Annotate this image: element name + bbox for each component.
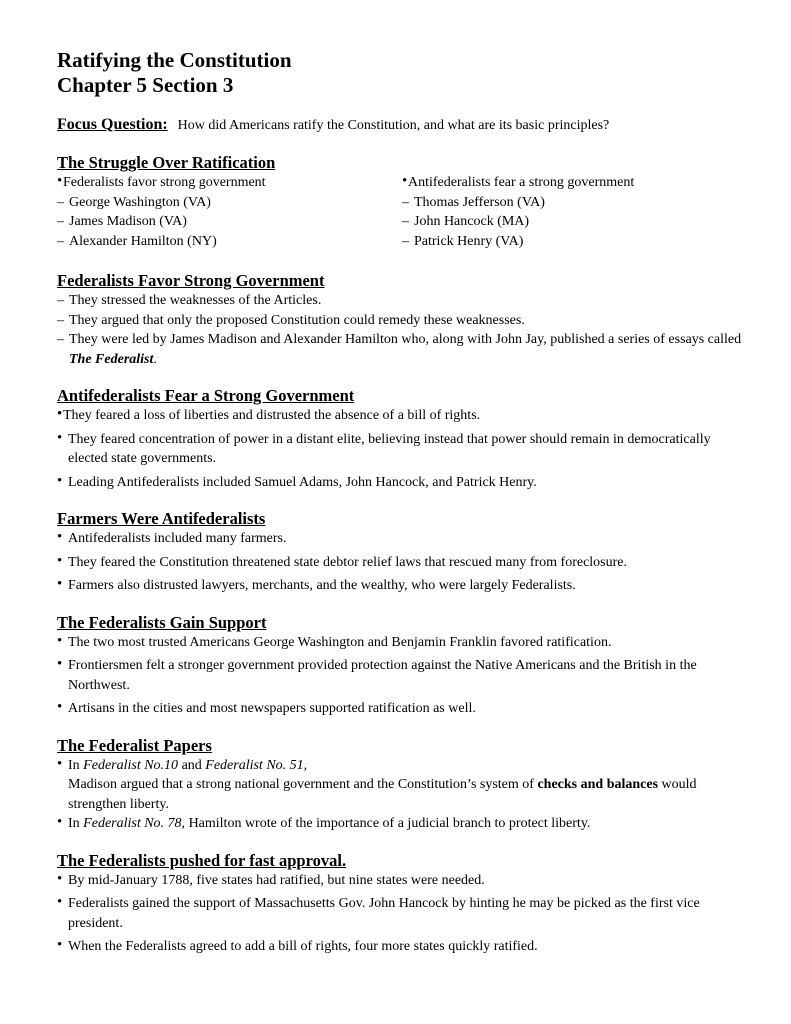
bullet-list	[57, 756, 747, 834]
section-federalists-favor	[57, 271, 747, 369]
bullet-mark: •	[57, 699, 63, 715]
dash-mark: –	[57, 332, 64, 347]
federalists-column	[57, 173, 402, 251]
bullet-mark: •	[57, 529, 63, 545]
bullet-mark: •	[57, 472, 63, 489]
bullet-mark: •	[57, 755, 63, 772]
list-item: • Federalists favor strong government	[57, 173, 266, 190]
bullet-list	[57, 871, 747, 957]
bullet-list	[57, 529, 747, 596]
bullet-mark: •	[402, 173, 408, 189]
bullet-mark: •	[57, 429, 63, 446]
bullet-mark: •	[57, 406, 63, 422]
list-item: – They stressed the weaknesses of the Articles.	[57, 291, 747, 311]
title-line-2: Chapter 5 Section 3	[57, 73, 234, 97]
list-item: – They were led by James Madison and Alexander Hamilton who, along with John Jay, published a series of essays called The Federalist.	[57, 332, 742, 367]
list-item: – Alexander Hamilton (NY)	[57, 232, 402, 252]
list-item: • Federalists gained the support of Massachusetts Gov. John Hancock by hinting he may be picked as the first vice president.	[57, 894, 700, 931]
bullet-list	[57, 406, 747, 492]
document-title	[57, 48, 747, 98]
list-item: • Artisans in the cities and most newspapers supported ratification as well.	[57, 699, 476, 716]
document-page	[57, 48, 747, 957]
bullet-list	[57, 633, 747, 719]
bullet-mark: •	[57, 894, 63, 910]
bullet-mark: •	[57, 937, 63, 953]
list-item: – James Madison (VA)	[57, 212, 402, 232]
bullet-mark: •	[57, 552, 63, 569]
list-item: • Antifederalists fear a strong government	[402, 173, 635, 190]
bullet-mark: •	[57, 576, 63, 592]
section-heading: Farmers Were Antifederalists	[57, 509, 266, 528]
section-heading: The Federalists Gain Support	[57, 612, 267, 632]
list-item: • Antifederalists included many farmers.	[57, 529, 287, 546]
bullet-mark: •	[57, 870, 63, 887]
list-item: • Frontiersmen felt a stronger government provided protection against the Native Americans and the British in the Northwest.	[57, 656, 697, 693]
bullet-mark: •	[57, 814, 63, 830]
two-column-list	[57, 173, 747, 251]
list-item: • In Federalist No. 78, Hamilton wrote of the importance of a judicial branch to protect liberty.	[57, 814, 591, 831]
section-federalist-papers	[57, 736, 747, 834]
antifederalists-column	[402, 173, 747, 251]
dash-mark: –	[57, 293, 64, 308]
focus-question-text: How did Americans ratify the Constitution, and what are its basic principles?	[177, 118, 610, 133]
list-item: – George Washington (VA)	[57, 193, 402, 213]
title-line-1: Ratifying the Constitution	[57, 48, 292, 72]
section-federalists-gain-support	[57, 613, 747, 719]
focus-question-label: Focus Question:	[57, 116, 168, 133]
list-item: • By mid-January 1788, five states had ratified, but nine states were needed.	[57, 870, 485, 888]
list-item: • Leading Antifederalists included Samuel Adams, John Hancock, and Patrick Henry.	[57, 472, 537, 490]
bullet-mark: •	[57, 656, 63, 672]
section-fast-approval	[57, 851, 747, 957]
bullet-list	[57, 291, 747, 369]
list-item: • They feared the Constitution threatened state debtor relief laws that rescued many from foreclosure.	[57, 552, 628, 570]
section-farmers	[57, 509, 747, 596]
list-item: • They feared a loss of liberties and distrusted the absence of a bill of rights.	[57, 406, 481, 423]
section-heading: Federalists Favor Strong Government	[57, 271, 325, 290]
list-item: – John Hancock (MA)	[402, 212, 747, 232]
section-antifederalists	[57, 386, 747, 492]
list-item: • When the Federalists agreed to add a bill of rights, four more states quickly ratified.	[57, 937, 538, 954]
dash-mark: –	[57, 194, 64, 210]
list-item: – Thomas Jefferson (VA)	[402, 193, 747, 213]
list-item: – Patrick Henry (VA)	[402, 232, 747, 252]
dash-mark: –	[57, 214, 64, 229]
section-heading: The Federalists pushed for fast approval.	[57, 850, 347, 870]
section-heading: The Federalist Papers	[57, 735, 212, 755]
dash-mark: –	[402, 214, 409, 229]
section-struggle	[57, 153, 747, 251]
dash-mark: –	[402, 233, 409, 249]
dash-mark: –	[402, 194, 409, 210]
list-item: • They feared concentration of power in a distant elite, believing instead that power should remain in democratically elected state governments.	[57, 429, 711, 466]
dash-mark: –	[57, 312, 64, 328]
list-item: • Farmers also distrusted lawyers, merchants, and the wealthy, who were largely Federalists.	[57, 576, 576, 593]
section-heading: Antifederalists Fear a Strong Government	[57, 386, 355, 405]
list-item: – They argued that only the proposed Constitution could remedy these weaknesses.	[57, 311, 747, 331]
list-item: • The two most trusted Americans George Washington and Benjamin Franklin favored ratification.	[57, 632, 612, 650]
section-heading: The Struggle Over Ratification	[57, 153, 276, 172]
list-item: • In Federalist No.10 and Federalist No. 51, Madison argued that a strong national government and the Constitution’s system of checks and balances would strengthen liberty.	[57, 755, 697, 812]
bullet-mark: •	[57, 632, 63, 649]
bullet-mark: •	[57, 173, 63, 189]
dash-mark: –	[57, 233, 64, 249]
focus-question	[57, 116, 747, 135]
